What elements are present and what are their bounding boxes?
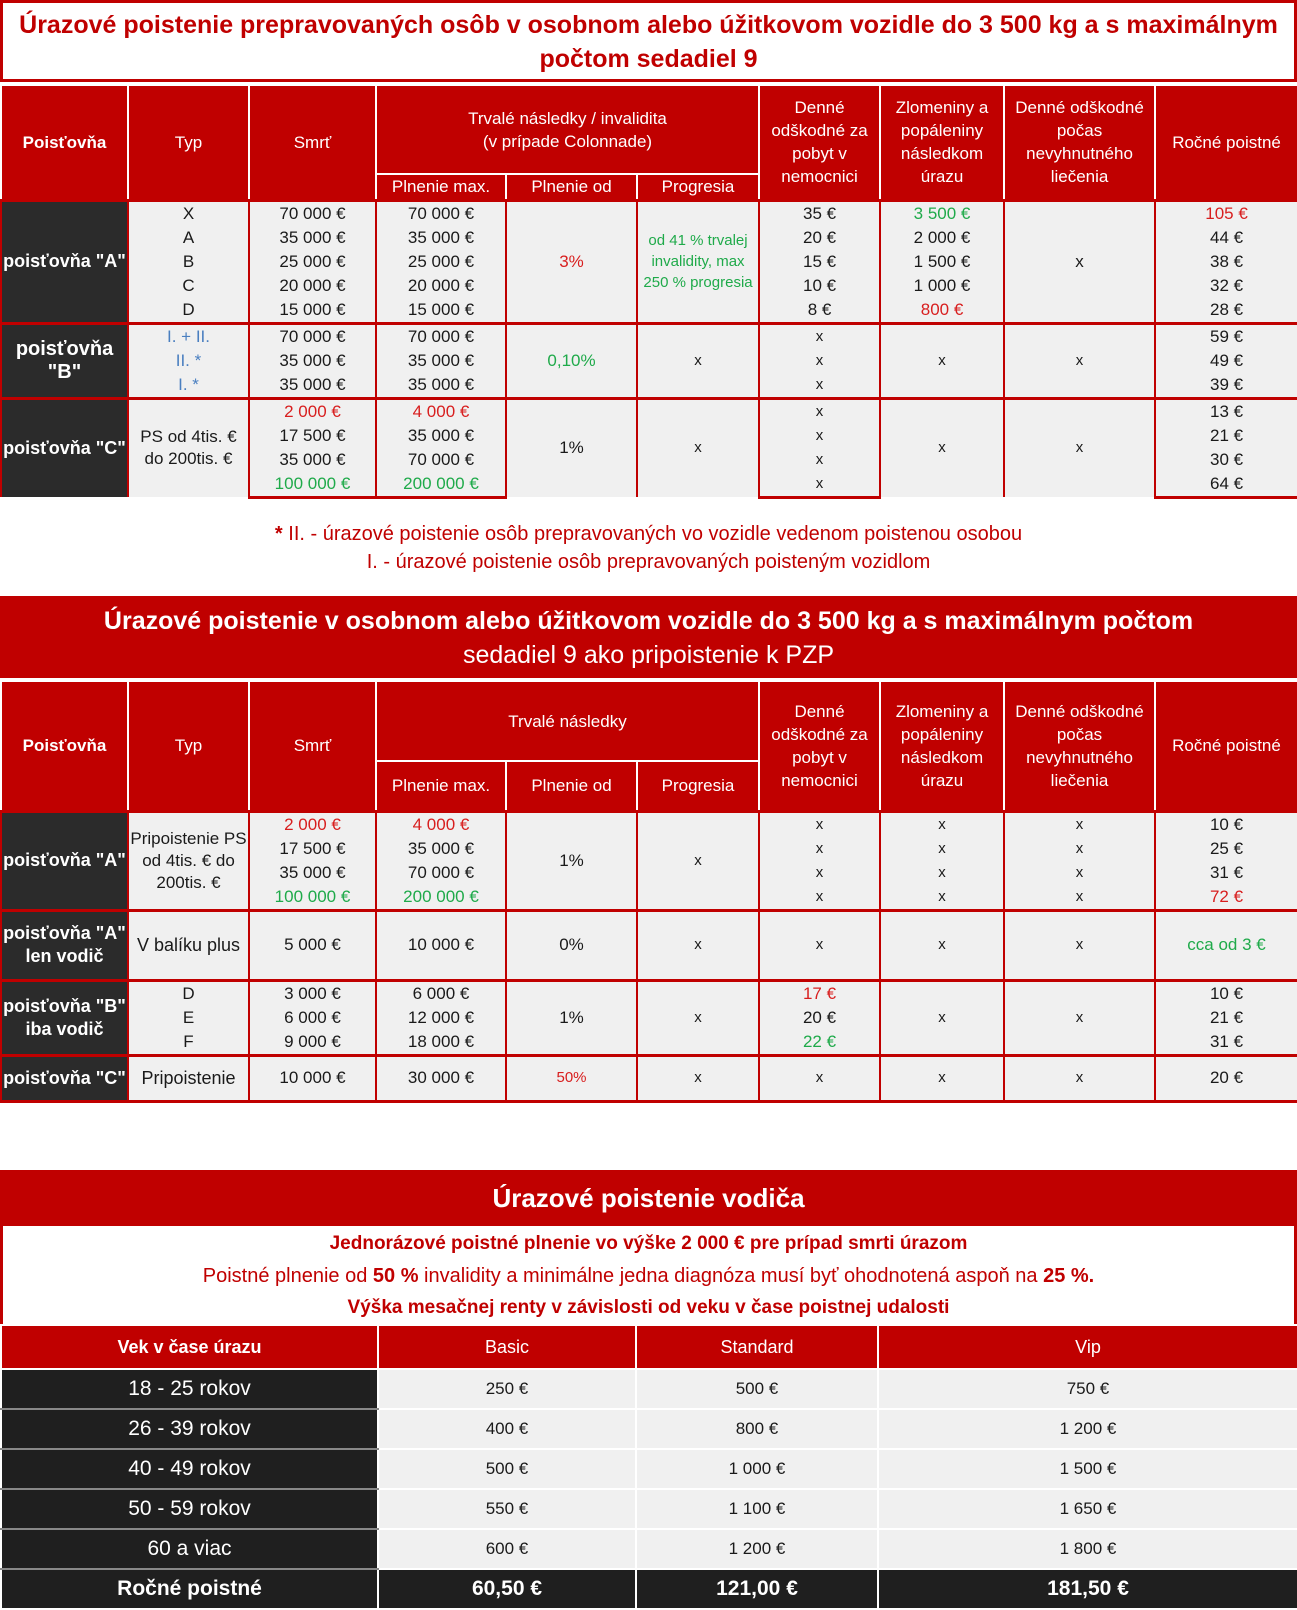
max-cell: 15 000 €: [376, 298, 506, 324]
max-cell: 70 000 €: [376, 200, 506, 226]
death-cell: 2 000 €: [249, 811, 376, 837]
vip-cell: 750 €: [878, 1369, 1297, 1409]
fracture-cell: x: [880, 861, 1004, 885]
table-row: [1, 200, 1297, 226]
type-cell: A: [128, 226, 249, 250]
premium-cell: cca od 3 €: [1155, 910, 1297, 980]
type-cell: C: [128, 274, 249, 298]
section2-title-bold: Úrazové poistenie v osobnom alebo úžitkovom vozidle do 3 500 kg a s maximálnym počtom: [103, 607, 1194, 635]
header-rocne: Ročné poistné: [1155, 85, 1297, 200]
hospital-cell: 8 €: [759, 298, 880, 324]
hospital-cell: 22 €: [759, 1030, 880, 1056]
premium-cell: 31 €: [1155, 861, 1297, 885]
header-typ: Typ: [128, 681, 249, 811]
header-smrt: Smrť: [249, 85, 376, 200]
header-trvale: Trvalé následky: [376, 681, 759, 761]
death-cell: 17 500 €: [249, 424, 376, 448]
header-denne-liecenie: Denné odškodné počas nevyhnutného liečenia: [1004, 681, 1155, 811]
info-line-2a: Poistné plnenie od: [202, 1265, 373, 1287]
fracture-cell: x: [880, 398, 1004, 497]
fracture-cell: x: [880, 323, 1004, 398]
death-cell: 100 000 €: [249, 885, 376, 911]
death-cell: 15 000 €: [249, 298, 376, 324]
fracture-cell: x: [880, 980, 1004, 1055]
info-line-2b: 50 %: [372, 1265, 419, 1287]
vip-cell: 1 500 €: [878, 1449, 1297, 1489]
premium-cell: 49 €: [1155, 349, 1297, 373]
age-cell: 40 - 49 rokov: [1, 1449, 378, 1489]
plnenie-od-cell: 1%: [506, 811, 637, 910]
hospital-cell: 20 €: [759, 1006, 880, 1030]
treatment-cell: x: [1004, 398, 1155, 497]
plnenie-od-cell: 3%: [506, 200, 637, 323]
hospital-cell: x: [759, 398, 880, 424]
section3-info: [0, 1226, 1297, 1324]
max-cell: 200 000 €: [376, 472, 506, 498]
table-row: [1, 323, 1297, 349]
total-basic: 60,50 €: [378, 1569, 636, 1609]
hospital-cell: 35 €: [759, 200, 880, 226]
premium-cell: 59 €: [1155, 323, 1297, 349]
total-label: Ročné poistné: [1, 1569, 378, 1609]
type-cell: I. *: [128, 373, 249, 399]
max-cell: 10 000 €: [376, 910, 506, 980]
premium-cell: 32 €: [1155, 274, 1297, 298]
death-cell: 10 000 €: [249, 1055, 376, 1101]
type-cell: B: [128, 250, 249, 274]
hospital-cell: x: [759, 448, 880, 472]
max-cell: 35 000 €: [376, 226, 506, 250]
header-rocne: Ročné poistné: [1155, 681, 1297, 811]
vip-cell: 1 800 €: [878, 1529, 1297, 1569]
hospital-cell: x: [759, 837, 880, 861]
type-cell: D: [128, 298, 249, 324]
header-poistovna: Poisťovňa: [1, 85, 128, 200]
hospital-cell: x: [759, 861, 880, 885]
max-cell: 6 000 €: [376, 980, 506, 1006]
death-cell: 35 000 €: [249, 349, 376, 373]
section1-table: [0, 84, 1297, 499]
progression-cell: x: [637, 323, 759, 398]
fracture-cell: x: [880, 811, 1004, 837]
rent-header-basic: Basic: [378, 1325, 636, 1369]
plnenie-od-cell: 50%: [506, 1055, 637, 1101]
max-cell: 4 000 €: [376, 811, 506, 837]
treatment-cell: x: [1004, 323, 1155, 398]
premium-cell: 105 €: [1155, 200, 1297, 226]
total-row: [1, 1569, 1297, 1609]
insurer-name: poisťovňa "C": [1, 1055, 128, 1101]
max-cell: 30 000 €: [376, 1055, 506, 1101]
treatment-cell: x: [1004, 885, 1155, 911]
max-cell: 70 000 €: [376, 861, 506, 885]
premium-cell: 25 €: [1155, 837, 1297, 861]
section1-title-text: Úrazové poistenie prepravovaných osôb v osobnom alebo úžitkovom vozidle do 3 500 kg a s maximálnym počtom sedadiel 9: [19, 11, 1278, 73]
header-plnenie-max: Plnenie max.: [376, 761, 506, 811]
death-cell: 17 500 €: [249, 837, 376, 861]
treatment-cell: x: [1004, 811, 1155, 837]
fracture-cell: x: [880, 837, 1004, 861]
hospital-cell: 17 €: [759, 980, 880, 1006]
type-cell: Pripoistenie: [128, 1055, 249, 1101]
type-cell: V balíku plus: [128, 910, 249, 980]
fracture-cell: x: [880, 910, 1004, 980]
basic-cell: 400 €: [378, 1409, 636, 1449]
premium-cell: 13 €: [1155, 398, 1297, 424]
info-line-2: [3, 1260, 1294, 1292]
rent-header-vip: Vip: [878, 1325, 1297, 1369]
header-denne-pobyt: Denné odškodné za pobyt v nemocnici: [759, 85, 880, 200]
header-plnenie-od: Plnenie od: [506, 174, 637, 200]
treatment-cell: x: [1004, 861, 1155, 885]
fracture-cell: 1 500 €: [880, 250, 1004, 274]
table-row: [1, 910, 1297, 980]
death-cell: 3 000 €: [249, 980, 376, 1006]
premium-cell: 31 €: [1155, 1030, 1297, 1056]
premium-cell: 44 €: [1155, 226, 1297, 250]
basic-cell: 600 €: [378, 1529, 636, 1569]
premium-cell: 10 €: [1155, 811, 1297, 837]
insurer-name: poisťovňa "C": [1, 398, 128, 497]
hospital-cell: x: [759, 349, 880, 373]
death-cell: 70 000 €: [249, 200, 376, 226]
progression-cell: x: [637, 910, 759, 980]
max-cell: 35 000 €: [376, 373, 506, 399]
fracture-cell: 800 €: [880, 298, 1004, 324]
max-cell: 20 000 €: [376, 274, 506, 298]
header-trvale: [376, 85, 759, 174]
progression-cell: x: [637, 398, 759, 497]
type-cell: Pripoistenie PS od 4tis. € do 200tis. €: [128, 811, 249, 910]
max-cell: 18 000 €: [376, 1030, 506, 1056]
max-cell: 12 000 €: [376, 1006, 506, 1030]
treatment-cell: x: [1004, 1055, 1155, 1101]
table-row: [1, 1529, 1297, 1569]
table-row: [1, 1449, 1297, 1489]
header-denne-pobyt: Denné odškodné za pobyt v nemocnici: [759, 681, 880, 811]
death-cell: 20 000 €: [249, 274, 376, 298]
premium-cell: 21 €: [1155, 424, 1297, 448]
table-row: [1, 1055, 1297, 1101]
treatment-cell: x: [1004, 910, 1155, 980]
footnote-1: [0, 520, 1297, 548]
section2-table: [0, 680, 1297, 1103]
death-cell: 35 000 €: [249, 373, 376, 399]
standard-cell: 1 100 €: [636, 1489, 878, 1529]
type-cell: E: [128, 1006, 249, 1030]
insurer-name: poisťovňa "B": [1, 323, 128, 398]
premium-cell: 39 €: [1155, 373, 1297, 399]
death-cell: 35 000 €: [249, 226, 376, 250]
premium-cell: 21 €: [1155, 1006, 1297, 1030]
info-line-2d: 25 %.: [1043, 1265, 1095, 1287]
header-smrt: Smrť: [249, 681, 376, 811]
hospital-cell: x: [759, 885, 880, 911]
rent-header-standard: Standard: [636, 1325, 878, 1369]
hospital-cell: x: [759, 1055, 880, 1101]
plnenie-od-cell: 0,10%: [506, 323, 637, 398]
hospital-cell: 15 €: [759, 250, 880, 274]
total-vip: 181,50 €: [878, 1569, 1297, 1609]
header-trvale-label: Trvalé následky / invalidita: [468, 108, 667, 128]
fracture-cell: 2 000 €: [880, 226, 1004, 250]
header-progresia: Progresia: [637, 761, 759, 811]
header-progresia: Progresia: [637, 174, 759, 200]
fracture-cell: 1 000 €: [880, 274, 1004, 298]
fracture-cell: x: [880, 1055, 1004, 1101]
max-cell: 35 000 €: [376, 837, 506, 861]
age-cell: 18 - 25 rokov: [1, 1369, 378, 1409]
premium-cell: 28 €: [1155, 298, 1297, 324]
insurer-name: poisťovňa "A": [1, 811, 128, 910]
header-denne-liecenie: Denné odškodné počas nevyhnutného liečenia: [1004, 85, 1155, 200]
death-cell: 35 000 €: [249, 861, 376, 885]
insurer-name: poisťovňa "A" len vodič: [1, 910, 128, 980]
table-row: [1, 1369, 1297, 1409]
hospital-cell: 20 €: [759, 226, 880, 250]
hospital-cell: x: [759, 472, 880, 498]
insurer-name: poisťovňa "B" iba vodič: [1, 980, 128, 1055]
death-cell: 5 000 €: [249, 910, 376, 980]
type-cell: II. *: [128, 349, 249, 373]
standard-cell: 800 €: [636, 1409, 878, 1449]
hospital-cell: x: [759, 811, 880, 837]
footnote-star: *: [274, 523, 283, 545]
max-cell: 70 000 €: [376, 323, 506, 349]
section2-title-rest: sedadiel 9 ako pripoistenie k PZP: [462, 641, 835, 669]
max-cell: 35 000 €: [376, 349, 506, 373]
table-row: [1, 398, 1297, 424]
hospital-cell: x: [759, 373, 880, 399]
section3-title: Úrazové poistenie vodiča: [0, 1170, 1297, 1226]
header-plnenie-max: Plnenie max.: [376, 174, 506, 200]
premium-cell: 64 €: [1155, 472, 1297, 498]
table-row: [1, 1489, 1297, 1529]
header-zlomeniny: Zlomeniny a popáleniny následkom úrazu: [880, 681, 1004, 811]
max-cell: 4 000 €: [376, 398, 506, 424]
death-cell: 6 000 €: [249, 1006, 376, 1030]
hospital-cell: x: [759, 424, 880, 448]
age-cell: 50 - 59 rokov: [1, 1489, 378, 1529]
info-line-1: Jednorázové poistné plnenie vo výške 2 000 € pre prípad smrti úrazom: [329, 1233, 968, 1254]
progression-cell: x: [637, 1055, 759, 1101]
info-line-2c: invalidity a minimálne jedna diagnóza musí byť ohodnotená aspoň na: [418, 1265, 1044, 1287]
premium-cell: 10 €: [1155, 980, 1297, 1006]
table-row: [1, 1409, 1297, 1449]
footnote-1-text: II. - úrazové poistenie osôb prepravovaných vo vozidle vedenom poistenou osobou: [282, 523, 1023, 545]
premium-cell: 38 €: [1155, 250, 1297, 274]
premium-cell: 72 €: [1155, 885, 1297, 911]
total-standard: 121,00 €: [636, 1569, 878, 1609]
vip-cell: 1 200 €: [878, 1409, 1297, 1449]
basic-cell: 550 €: [378, 1489, 636, 1529]
insurer-name: poisťovňa "A": [1, 200, 128, 323]
max-cell: 70 000 €: [376, 448, 506, 472]
type-cell: I. + II.: [128, 323, 249, 349]
death-cell: 35 000 €: [249, 448, 376, 472]
treatment-cell: x: [1004, 980, 1155, 1055]
max-cell: 35 000 €: [376, 424, 506, 448]
premium-cell: 30 €: [1155, 448, 1297, 472]
progression-cell: x: [637, 811, 759, 910]
header-plnenie-od: Plnenie od: [506, 761, 637, 811]
death-cell: 25 000 €: [249, 250, 376, 274]
header-zlomeniny: Zlomeniny a popáleniny následkom úrazu: [880, 85, 1004, 200]
table-row: [1, 980, 1297, 1006]
death-cell: 9 000 €: [249, 1030, 376, 1056]
type-cell: PS od 4tis. € do 200tis. €: [128, 398, 249, 497]
rent-table: [0, 1324, 1297, 1610]
age-cell: 26 - 39 rokov: [1, 1409, 378, 1449]
footnote-2: I. - úrazové poistenie osôb prepravovaných poisteným vozidlom: [366, 551, 931, 573]
vip-cell: 1 650 €: [878, 1489, 1297, 1529]
progression-cell: od 41 % trvalej invalidity, max 250 % progresia: [637, 200, 759, 323]
treatment-cell: x: [1004, 200, 1155, 323]
section2-title: [0, 596, 1297, 678]
hospital-cell: x: [759, 910, 880, 980]
standard-cell: 1 000 €: [636, 1449, 878, 1489]
premium-cell: 20 €: [1155, 1055, 1297, 1101]
death-cell: 70 000 €: [249, 323, 376, 349]
header-typ: Typ: [128, 85, 249, 200]
fracture-cell: x: [880, 885, 1004, 911]
section1-title: [0, 0, 1297, 82]
type-cell: X: [128, 200, 249, 226]
type-cell: F: [128, 1030, 249, 1056]
max-cell: 200 000 €: [376, 885, 506, 911]
plnenie-od-cell: 0%: [506, 910, 637, 980]
plnenie-od-cell: 1%: [506, 398, 637, 497]
info-line-3: Výška mesačnej renty v závislosti od veku v čase poistnej udalosti: [347, 1297, 950, 1318]
basic-cell: 250 €: [378, 1369, 636, 1409]
max-cell: 25 000 €: [376, 250, 506, 274]
header-poistovna: Poisťovňa: [1, 681, 128, 811]
progression-cell: x: [637, 980, 759, 1055]
plnenie-od-cell: 1%: [506, 980, 637, 1055]
type-cell: D: [128, 980, 249, 1006]
treatment-cell: x: [1004, 837, 1155, 861]
standard-cell: 500 €: [636, 1369, 878, 1409]
hospital-cell: 10 €: [759, 274, 880, 298]
death-cell: 2 000 €: [249, 398, 376, 424]
age-cell: 60 a viac: [1, 1529, 378, 1569]
basic-cell: 500 €: [378, 1449, 636, 1489]
fracture-cell: 3 500 €: [880, 200, 1004, 226]
table-row: [1, 811, 1297, 837]
hospital-cell: x: [759, 323, 880, 349]
rent-header-age: Vek v čase úrazu: [1, 1325, 378, 1369]
standard-cell: 1 200 €: [636, 1529, 878, 1569]
header-trvale-sub: (v prípade Colonnade): [482, 131, 653, 151]
death-cell: 100 000 €: [249, 472, 376, 498]
